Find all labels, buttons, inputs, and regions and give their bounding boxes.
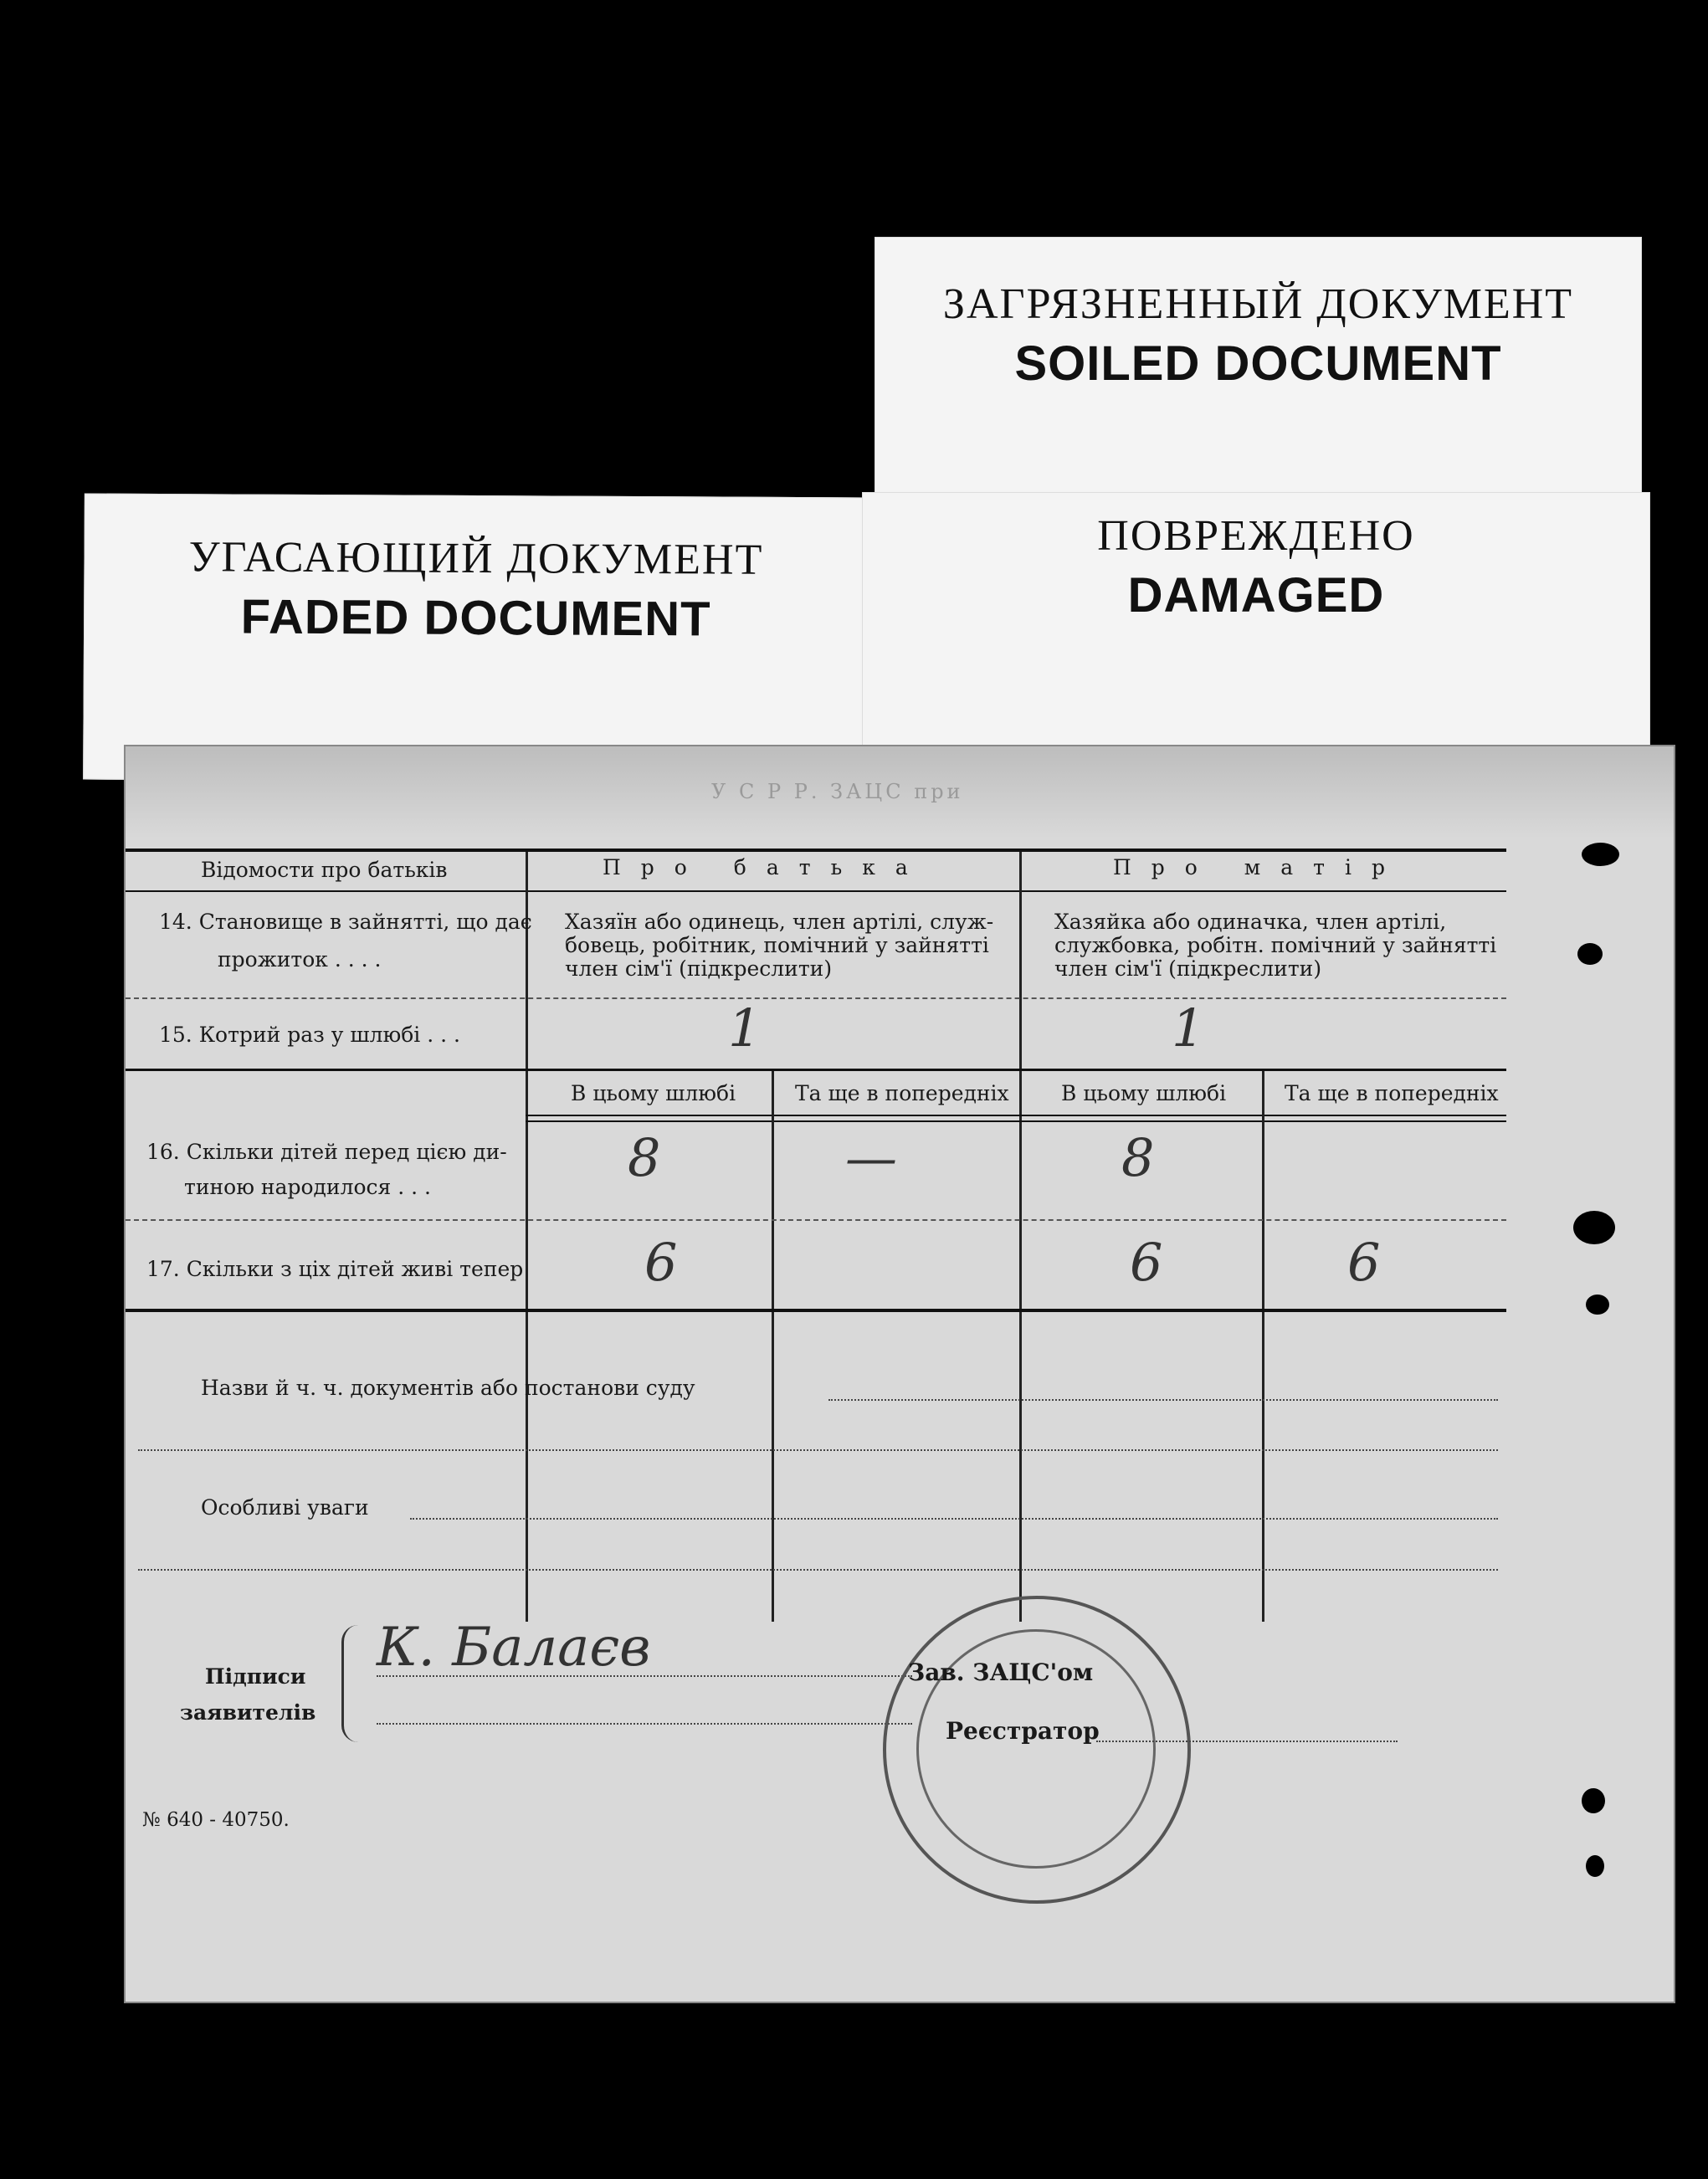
head-label: Зав. ЗАЦС'ом xyxy=(908,1659,1094,1686)
mother-this-marriage-header: В цьому шлюбі xyxy=(1061,1081,1227,1105)
row16-label-2: тиною народилося . . . xyxy=(184,1175,431,1199)
applicant-signature: К. Балаєв xyxy=(377,1617,651,1679)
notes-field-line2 xyxy=(138,1569,1498,1571)
soiled-label-en: SOILED DOCUMENT xyxy=(1014,336,1502,391)
rule xyxy=(126,1069,1506,1071)
row15-father-value: 1 xyxy=(728,997,762,1059)
signature-line-2 xyxy=(377,1723,912,1725)
row-separator xyxy=(126,997,1506,999)
registration-form xyxy=(124,745,1675,2003)
row17-mother-prev: 6 xyxy=(1347,1232,1381,1293)
punch-hole xyxy=(1573,1211,1615,1244)
signatures-label-2: заявителів xyxy=(180,1700,316,1725)
header-about-father: Про батька xyxy=(603,855,928,879)
row17-mother-this: 6 xyxy=(1130,1232,1163,1293)
row17-father-this: 6 xyxy=(644,1232,678,1293)
punch-hole xyxy=(1582,1788,1605,1813)
father-previous-header: Та ще в попередніх xyxy=(795,1081,1009,1105)
header-about-mother: Про матір xyxy=(1113,855,1405,879)
official-stamp xyxy=(883,1596,1191,1904)
row16-mother-this: 8 xyxy=(1121,1127,1155,1188)
column-divider xyxy=(1019,852,1022,1622)
signatures-label-1: Підписи xyxy=(205,1664,306,1689)
rule xyxy=(526,1115,1506,1116)
father-this-marriage-header: В цьому шлюбі xyxy=(571,1081,736,1105)
form-number: № 640 - 40750. xyxy=(142,1809,290,1831)
rule xyxy=(526,1120,1506,1122)
faded-label-ru: УГАСАЮЩИЙ ДОКУМЕНТ xyxy=(188,533,764,584)
header-parents-info: Відомости про батьків xyxy=(201,858,448,882)
row14-label-2: прожиток . . . . xyxy=(218,947,382,972)
registrar-field xyxy=(1096,1741,1398,1742)
row16-label-1: 16. Скільки дітей перед цією ди- xyxy=(146,1140,507,1164)
signature-line-1 xyxy=(377,1675,912,1677)
ghost-header: У С Р Р. ЗАЦС при xyxy=(711,780,964,803)
damaged-document-card xyxy=(862,492,1650,770)
registrar-label: Реєстратор xyxy=(946,1717,1100,1745)
soiled-document-card xyxy=(875,237,1642,506)
mother-previous-header: Та ще в попередніх xyxy=(1285,1081,1499,1105)
row16-father-this: 8 xyxy=(628,1127,661,1188)
row17-label: 17. Скільки з ціх дітей живі тепер xyxy=(146,1257,524,1281)
row15-label: 15. Котрий раз у шлюбі . . . xyxy=(159,1023,460,1047)
row-separator xyxy=(126,1219,1506,1221)
documents-label: Назви й ч. ч. документів або постанови суду xyxy=(201,1376,695,1400)
row14-father-3: член сім'ї (підкреслити) xyxy=(565,956,833,981)
documents-field xyxy=(828,1399,1498,1401)
column-divider xyxy=(526,852,528,1622)
punch-hole xyxy=(1577,943,1603,965)
damaged-label-ru: ПОВРЕЖДЕНО xyxy=(1097,512,1415,560)
row14-mother-2: службовка, робітн. помічний у зайнятті xyxy=(1054,933,1497,957)
row14-label-1: 14. Становище в зайнятті, що дає xyxy=(159,910,532,934)
row14-father-2: бовець, робітник, помічний у зайнятті xyxy=(565,933,989,957)
punch-hole xyxy=(1586,1855,1604,1877)
damaged-label-en: DAMAGED xyxy=(1127,568,1385,623)
subcolumn-divider xyxy=(1262,1071,1264,1622)
faded-label-en: FADED DOCUMENT xyxy=(240,589,711,647)
notes-label: Особливі уваги xyxy=(201,1495,369,1520)
punch-hole xyxy=(1586,1295,1609,1315)
signature-bracket xyxy=(341,1625,361,1742)
row14-father-1: Хазяїн або одинець, член артілі, служ- xyxy=(565,910,994,934)
rule xyxy=(126,849,1506,852)
row16-father-prev: — xyxy=(845,1127,897,1188)
subcolumn-divider xyxy=(772,1071,774,1622)
rule xyxy=(126,1309,1506,1312)
soiled-label-ru: ЗАГРЯЗНЕННЫЙ ДОКУМЕНТ xyxy=(942,280,1574,328)
documents-field-line2 xyxy=(138,1449,1498,1451)
notes-field xyxy=(410,1518,1498,1520)
punch-hole xyxy=(1582,843,1619,866)
faded-document-card xyxy=(83,494,869,784)
rule xyxy=(126,890,1506,892)
row14-mother-1: Хазяйка або одиначка, член артілі, xyxy=(1054,910,1447,934)
row15-mother-value: 1 xyxy=(1172,997,1205,1059)
row14-mother-3: член сім'ї (підкреслити) xyxy=(1054,956,1322,981)
